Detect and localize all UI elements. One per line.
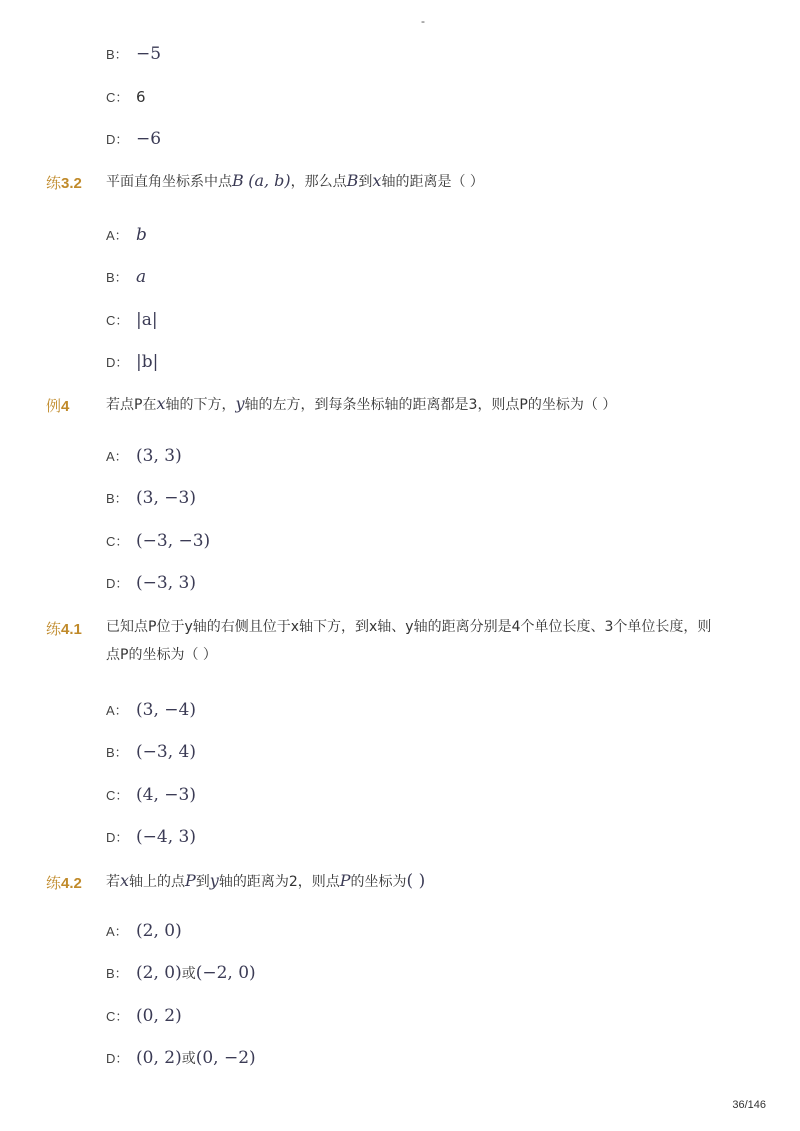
question-label: 练3.2 [46,175,82,192]
option-a: A： (3, 3) [106,446,182,466]
option-c [106,87,146,106]
option-d: D： |b| [106,352,159,372]
option-d: D： (−4, 3) [106,827,196,847]
option-value: −6 [136,129,162,149]
option-c: C： (0, 2) [106,1006,182,1026]
option-c: C： (−3, −3) [106,531,211,551]
question-label: 练4.2 [46,875,82,892]
question-text: 若点P在x轴的下方，y轴的左方，到每条坐标轴的距离都是3，则点P的坐标为（ ） [106,394,617,413]
option-value: 6 [136,88,146,106]
option-a: A： (3, −4) [106,700,196,720]
option-a: A： b [106,225,147,245]
option-letter: B： [106,47,128,62]
option-c: C： (4, −3) [106,785,196,805]
option-letter: C： [106,90,129,105]
option-b: B： (−3, 4) [106,742,196,762]
option-b [106,44,161,64]
option-value: −5 [136,44,162,64]
question-text: 若x轴上的点P到y轴的距离为2，则点P的坐标为( ) [106,871,426,891]
option-b: B： a [106,267,147,287]
question-text: 平面直角坐标系中点B (a, b)，那么点B到x轴的距离是（ ） [106,171,484,190]
option-d: D： (−3, 3) [106,573,196,593]
option-b: B： (3, −3) [106,488,196,508]
question-label: 例4 [46,398,70,415]
option-d [106,129,161,149]
header-mark: - [421,14,425,28]
option-letter: D： [106,132,129,147]
option-b: B： (2, 0)或(−2, 0) [106,963,256,983]
option-a: A： (2, 0) [106,921,182,941]
question-text: 已知点P位于y轴的右侧且位于x轴下方，到x轴、y轴的距离分别是4个单位长度、3个单位长度，则 点P的坐标为（ ） [106,619,712,663]
option-c: C： |a| [106,310,158,330]
question-label: 练4.1 [46,621,82,638]
option-d: D： (0, 2)或(0, −2) [106,1048,256,1068]
page-number: 36/146 [732,1099,766,1111]
